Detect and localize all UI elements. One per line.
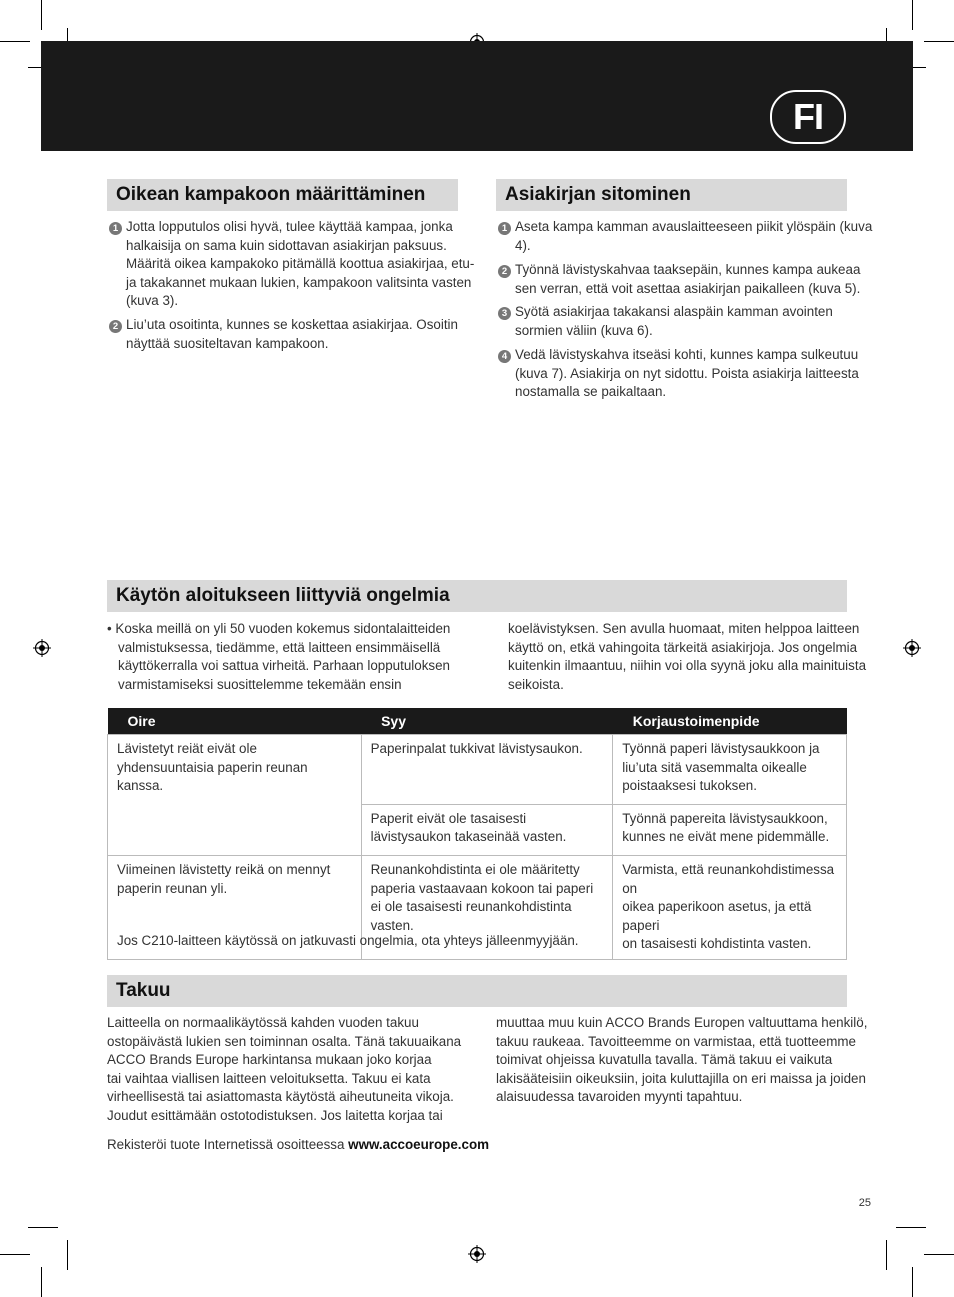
column-header-cause: Syy (361, 708, 613, 735)
section-heading-warranty: Takuu (107, 975, 847, 1007)
table-cell-symptom: Lävistetyt reiät eivät ole yhdensuuntaisia paperin reunan kanssa. (108, 735, 362, 856)
registration-mark-icon (468, 1245, 486, 1263)
crop-mark (924, 1254, 954, 1255)
comb-step-1: Jotta lopputulos olisi hyvä, tulee käyttää kampaa, jonka halkaisija on sama kuin sidottavan asiakirjan paksuus. Määritä oikea kampakoko pitämällä koottua asiakirjaa, etu- ja takakannet mukaan lukien, kampakoon valitsinta vasten (kuva 3). (126, 219, 475, 308)
crop-mark (912, 0, 913, 30)
troubleshooting-table (107, 708, 847, 960)
binding-step-4: Vedä lävistyskahva itseäsi kohti, kunnes kampa sulkeutuu (kuva 7). Asiakirja on nyt sidottu. Poista asiakirja laitteesta nostamalla se paikaltaan. (515, 347, 859, 399)
step-number-icon: 1 (498, 222, 511, 235)
crop-mark (886, 1240, 887, 1270)
binding-step-2: Työnnä lävistyskahvaa taaksepäin, kunnes kampa aukeaa sen verran, että voit asettaa asiakirjan paikalleen (kuva 5). (515, 262, 861, 296)
table-cell-cause: Reunankohdistinta ei ole määritetty paperia vastaavaan kokoon tai paperi ei ole tasaisesti reunankohdistinta vasten. (361, 856, 613, 960)
language-badge: FI (770, 90, 846, 144)
binding-step-1: Aseta kampa kamman avauslaitteeseen piikit ylöspäin (kuva 4). (515, 219, 873, 253)
table-row (108, 735, 847, 805)
registration-mark-icon (33, 639, 51, 657)
section-heading-binding: Asiakirjan sitominen (496, 179, 847, 211)
troubleshooting-intro-left: • Koska meillä on yli 50 vuoden kokemus sidontalaitteiden valmistuksessa, tiedämme, että laitteen ensimmäisellä käyttökerralla voi sattua virheitä. Parhaan lopputuloksen varmistamiseksi suosittelemme tekemään ensin (107, 621, 451, 692)
table-cell-fix: Varmista, että reunankohdistimessa on oikea paperikoon asetus, ja että paperi on tasaisesti kohdistinta vasten. (613, 856, 847, 960)
table-header-row (108, 708, 847, 735)
step-number-icon: 4 (498, 350, 511, 363)
crop-mark (67, 1240, 68, 1270)
registration-mark-icon (903, 639, 921, 657)
comb-step-2: Liu’uta osoitinta, kunnes se koskettaa asiakirjaa. Osoitin näyttää suositeltavan kampakoon. (126, 317, 458, 351)
troubleshooting-footnote: Jos C210-laitteen käytössä on jatkuvasti ongelmia, ota yhteys jälleenmyyjään. (117, 933, 579, 948)
step-number-icon: 2 (109, 320, 122, 333)
register-text: Rekisteröi tuote Internetissä osoitteessa (107, 1137, 349, 1152)
table-cell-cause: Paperit eivät ole tasaisesti lävistysaukon takaseinää vasten. (361, 804, 613, 855)
crop-mark (912, 1267, 913, 1297)
section-heading-comb-size: Oikean kampakoon määrittäminen (107, 179, 458, 211)
crop-mark (41, 0, 42, 30)
crop-mark (41, 1267, 42, 1297)
crop-mark (924, 41, 954, 42)
step-number-icon: 3 (498, 307, 511, 320)
column-header-fix: Korjaustoimenpide (613, 708, 847, 735)
table-cell-cause: Paperinpalat tukkivat lävistysaukon. (361, 735, 613, 805)
step-number-icon: 1 (109, 222, 122, 235)
step-number-icon: 2 (498, 265, 511, 278)
column-header-symptom: Oire (108, 708, 362, 735)
warranty-text-left: Laitteella on normaalikäytössä kahden vuoden takuu ostopäivästä lukien sen toiminnan osalta. Tänä takuuaikana ACCO Brands Europe harkintansa mukaan joko korjaa tai vaihtaa viallisen laitteen veloituksetta. Takuu ei kata virheellisestä tai asiattomasta käytöstä aiheutuneita vikoja. Joudut esittämään ostotodistuksen. Jos laitetta korjaa tai (107, 1015, 462, 1123)
crop-mark (0, 1254, 30, 1255)
section-heading-troubleshooting: Käytön aloitukseen liittyviä ongelmia (107, 580, 847, 612)
crop-mark (28, 1227, 58, 1228)
website-link[interactable]: www.accoeurope.com (348, 1137, 490, 1152)
register-line (107, 1136, 489, 1155)
binding-step-3: Syötä asiakirjaa takakansi alaspäin kamman avointen sormien väliin (kuva 6). (515, 304, 833, 338)
table-cell-fix: Työnnä papereita lävistysaukkoon, kunnes ne eivät mene pidemmälle. (613, 804, 847, 855)
warranty-text-right: muuttaa muu kuin ACCO Brands Europen valtuuttama henkilö, takuu raukeaa. Tavoitteemme on varmistaa, että tuotteemme toimivat ohjeissa kuvatulla tavalla. Tämä takuu ei vaikuta lakisääteisiin oikeuksiin, joita kuluttajilla on eri maissa ja joiden alaisuudessa tavaroiden myynti tapahtuu. (496, 1015, 868, 1104)
crop-mark (0, 41, 30, 42)
page-number: 25 (858, 1197, 871, 1209)
table-cell-fix: Työnnä paperi lävistysaukkoon ja liu’uta sitä vasemmalta oikealle poistaaksesi tukoksen. (613, 735, 847, 805)
crop-mark (896, 1227, 926, 1228)
troubleshooting-intro-right: koelävistyksen. Sen avulla huomaat, miten helppoa laitteen käyttö on, etkä vahingoita tärkeitä asiakirjoja. Jos ongelmia kuitenkin ilmaantuu, niihin voi olla syynä joku alla mainituista seikoista. (508, 621, 867, 692)
table-cell-symptom: Viimeinen lävistetty reikä on mennyt paperin reunan yli. (108, 856, 362, 960)
